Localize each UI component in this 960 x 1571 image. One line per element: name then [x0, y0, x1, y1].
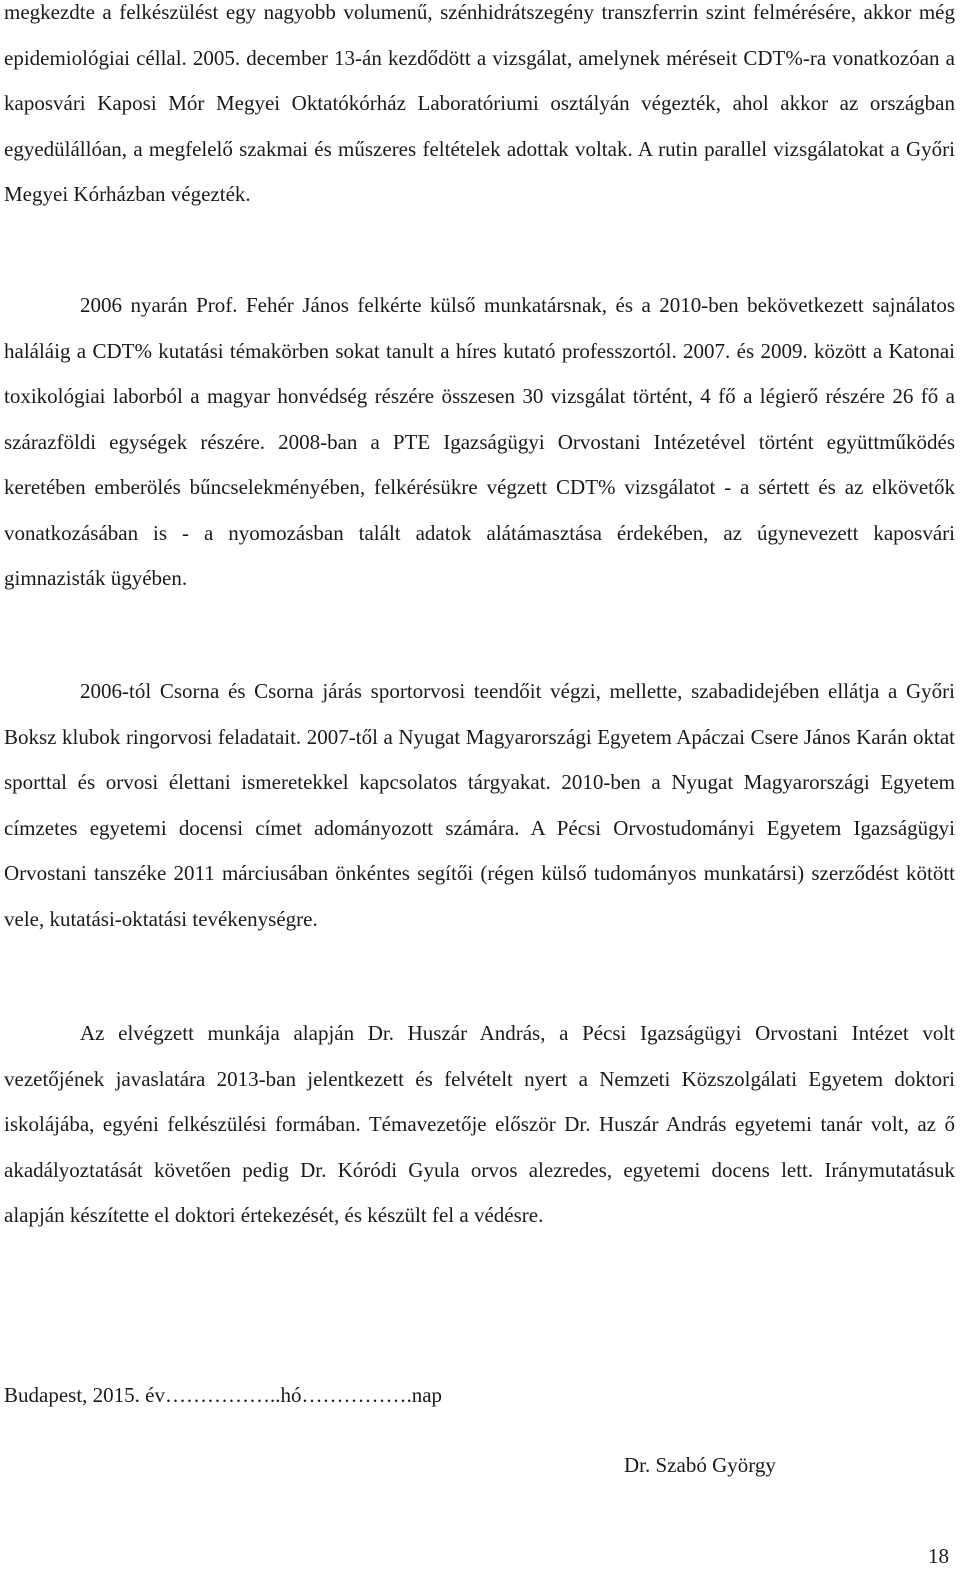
paragraph-2: 2006 nyarán Prof. Fehér János felkérte külső munkatársnak, és a 2010-ben bekövetkezett sajnálatos haláláig a CDT% kutatási témakörben sokat tanult a híres kutató professzortól. 2007. és 2009. között a Katonai toxikológiai laborból a magyar honvédség részére összesen 30 vizsgálat történt, 4 fő a légierő részére 26 fő a szárazföldi egységek részére. 2008-ban a PTE Igazságügyi Orvostani Intézetével történt együttműködés keretében emberölés bűncselekményében, felkérésükre végzett CDT% vizsgálatot - a sértett és az elkövetők vonatkozásában is - a nyomozásban talált adatok alátámasztása érdekében, az úgynevezett kaposvári gimnazisták ügyében.	[4, 293, 955, 590]
paragraph-4: Az elvégzett munkája alapján Dr. Huszár András, a Pécsi Igazságügyi Orvostani Intézet volt vezetőjének javaslatára 2013-ban jelentkezett és felvételt nyert a Nemzeti Közszolgálati Egyetem doktori iskolájába, egyéni felkészülési formában. Témavezetője először Dr. Huszár András egyetemi tanár volt, az ő akadályoztatását követően pedig Dr. Kóródi Gyula orvos alezredes, egyetemi docens lett. Iránymutatásuk alapján készítette el doktori értekezését, és készült fel a védésre.	[4, 1021, 955, 1227]
page-number: 18	[928, 1544, 949, 1568]
paragraph-1: megkezdte a felkészülést egy nagyobb volumenű, szénhidrátszegény transzferrin szint felmérésére, akkor még epidemiológiai céllal. 2005. december 13-án kezdődött a vizsgálat, amelynek méréseit CDT%-ra vonatkozóan a kaposvári Kaposi Mór Megyei Oktatókórház Laboratóriumi osztályán végezték, ahol akkor az országban egyedülállóan, a megfelelő szakmai és műszeres feltételek adottak voltak. A rutin parallel vizsgálatokat a Győri Megyei Kórházban végezték.	[4, 0, 955, 206]
signature-name: Dr. Szabó György	[624, 1453, 776, 1477]
dateline: Budapest, 2015. év……………..hó…………….nap	[4, 1383, 443, 1407]
paragraph-3: 2006-tól Csorna és Csorna járás sportorvosi teendőit végzi, mellette, szabadidejében ellátja a Győri Boksz klubok ringorvosi feladatait. 2007-től a Nyugat Magyarországi Egyetem Apáczai Csere János Karán oktat sporttal és orvosi élettani ismeretekkel kapcsolatos tárgyakat. 2010-ben a Nyugat Magyarországi Egyetem címzetes egyetemi docensi címet adományozott számára. A Pécsi Orvostudományi Egyetem Igazságügyi Orvostani tanszéke 2011 márciusában önkéntes segítői (régen külső tudományos munkatársi) szerződést kötött vele, kutatási-oktatási tevékenységre.	[4, 679, 955, 931]
